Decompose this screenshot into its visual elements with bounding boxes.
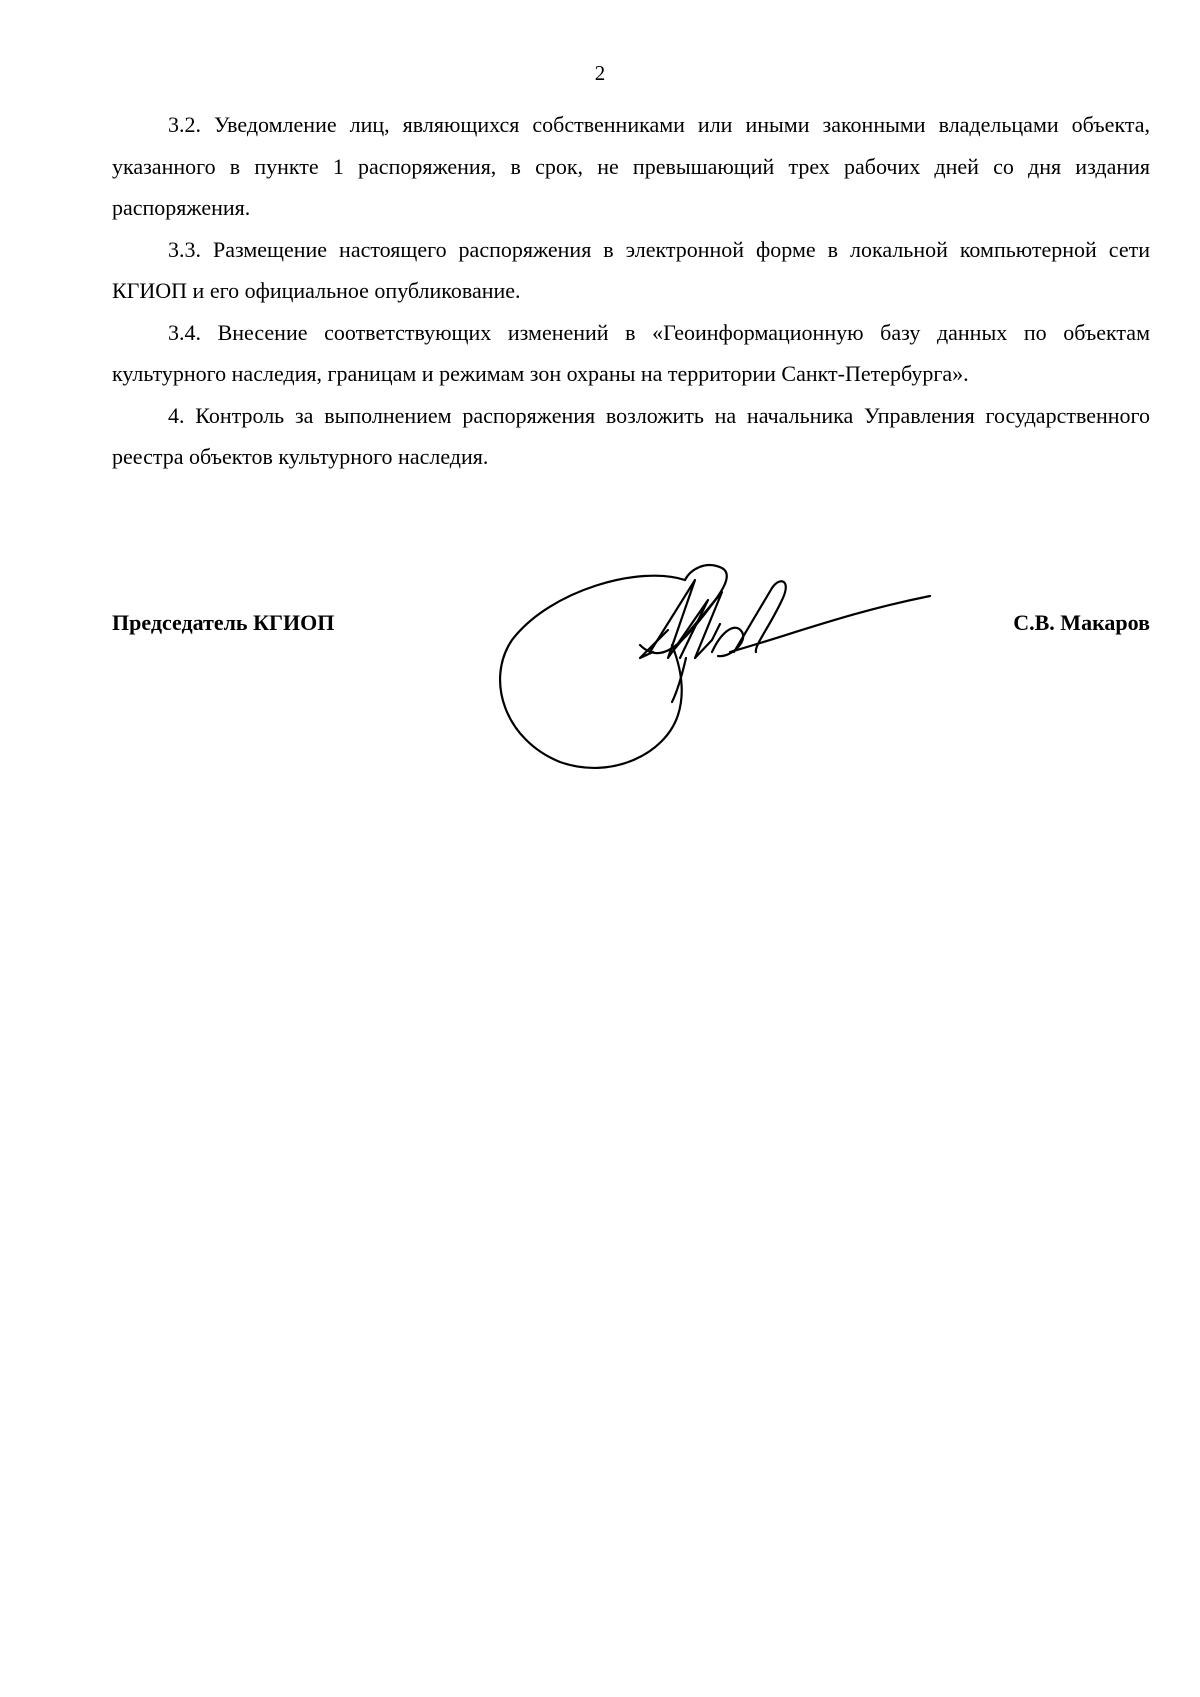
paragraph-4: 4. Контроль за выполнением распоряжения возложить на начальника Управления государственного реестра объектов культурного наследия.	[112, 402, 1150, 469]
paragraph-3-4: 3.4. Внесение соответствующих изменений в «Геоинформационную базу данных по объектам культурного наследия, границам и режимам зон охраны на территории Санкт-Петербурга».	[112, 319, 1150, 386]
handwritten-signature	[490, 540, 940, 780]
paragraph-3-3: 3.3. Размещение настоящего распоряжения в электронной форме в локальной компьютерной сети КГИОП и его официальное опубликование.	[112, 236, 1150, 303]
signer-title: Председатель КГИОП	[112, 610, 335, 635]
paragraph-3-2: 3.2. Уведомление лиц, являющихся собственниками или иными законными владельцами объекта, указанного в пункте 1 распоряжения, в срок, не превышающий трех рабочих дней со дня издания распоряжения.	[112, 112, 1150, 220]
signer-name: С.В. Макаров	[1013, 610, 1150, 635]
document-body	[112, 104, 1150, 478]
page-number: 2	[594, 61, 606, 85]
